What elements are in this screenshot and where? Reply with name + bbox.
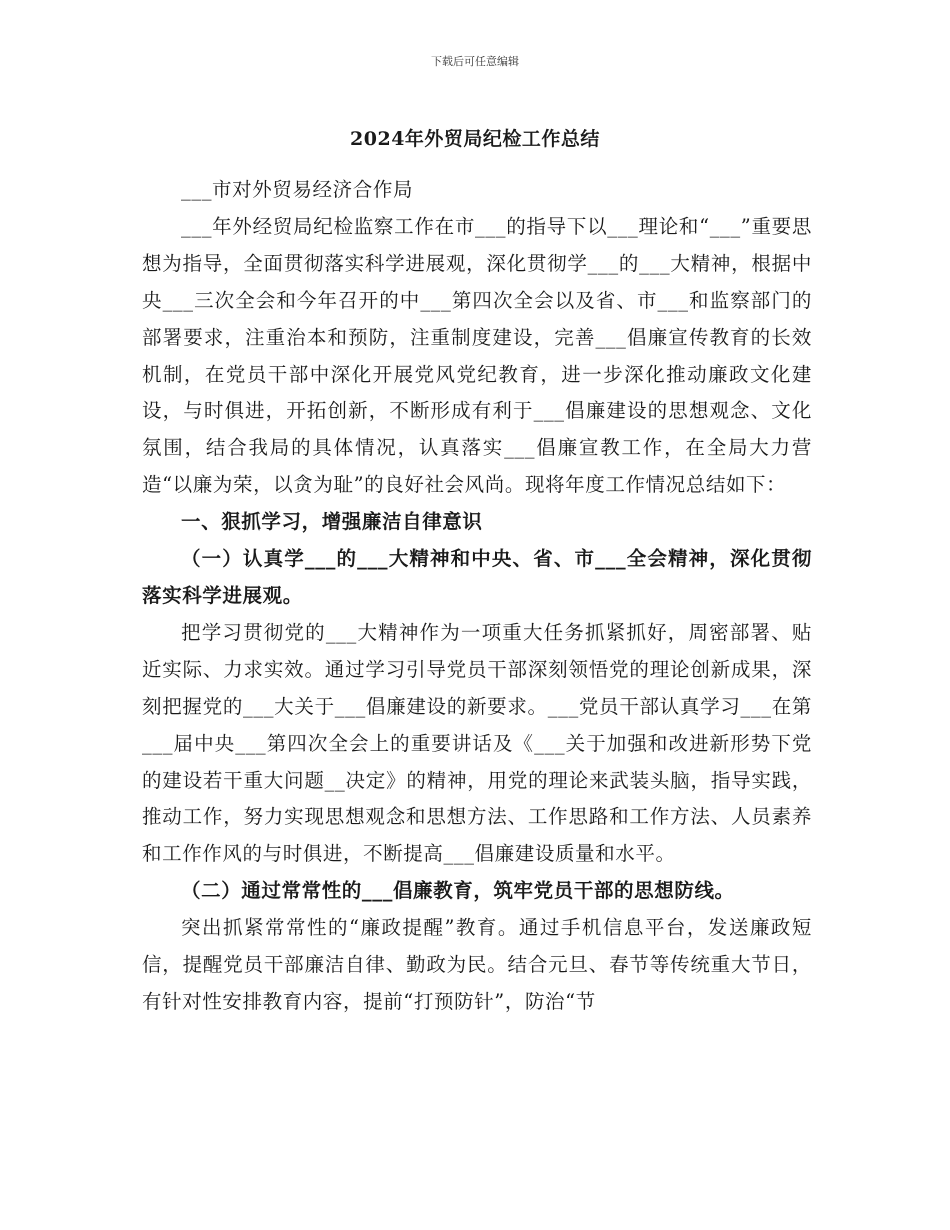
subsection-heading-1: （一）认真学___的___大精神和中央、省、市___全会精神，深化贯彻落实科学进展观。 xyxy=(142,547,812,607)
body-paragraph-2: 突出抓紧常常性的“廉政提醒”教育。通过手机信息平台，发送廉政短信，提醒党员干部廉洁自律、勤政为民。结合元旦、春节等传统重大节日，有针对性安排教育内容，提前“打预防针”，防治“节 xyxy=(142,916,812,1013)
subsection-heading-2: （二）通过常常性的___倡廉教育，筑牢党员干部的思想防线。 xyxy=(181,879,735,903)
document-body xyxy=(142,172,812,1021)
organization-line: ___市对外贸易经济合作局 xyxy=(181,178,414,201)
header-note: 下载后可任意编辑 xyxy=(431,55,519,68)
body-paragraph-1: 把学习贯彻党的___大精神作为一项重大任务抓紧抓好，周密部署、贴近实际、力求实效。通过学习引导党员干部深刻领悟党的理论创新成果，深刻把握党的___大关于___倡廉建设的新要求。___党员干部认真学习___在第___届中央___第四次全会上的重要讲话及《___关于加强和改进新形势下党的建设若干重大问题__决定》的精神，用党的理论来武装头脑，指导实践，推动工作，努力实现思想观念和思想方法、工作思路和工作方法、人员素养和工作作风的与时俱进，不断提高___倡廉建设质量和水平。 xyxy=(142,620,812,866)
document-title: 2024年外贸局纪检工作总结 xyxy=(350,128,600,150)
intro-paragraph: ___年外经贸局纪检监察工作在市___的指导下以___理论和“___”重要思想为指导，全面贯彻落实科学进展观，深化贯彻学___的___大精神，根据中央___三次全会和今年召开的中___第四次全会以及省、市___和监察部门的部署要求，注重治本和预防，注重制度建设，完善___倡廉宣传教育的长效机制，在党员干部中深化开展党风党纪教育，进一步深化推动廉政文化建设，与时俱进，开拓创新，不断形成有利于___倡廉建设的思想观念、文化氛围，结合我局的具体情况，认真落实___倡廉宣教工作，在全局大力营造“以廉为荣，以贪为耻”的良好社会风尚。现将年度工作情况总结如下： xyxy=(142,214,812,497)
section-heading-1: 一、狠抓学习，增强廉洁自律意识 xyxy=(181,510,483,534)
